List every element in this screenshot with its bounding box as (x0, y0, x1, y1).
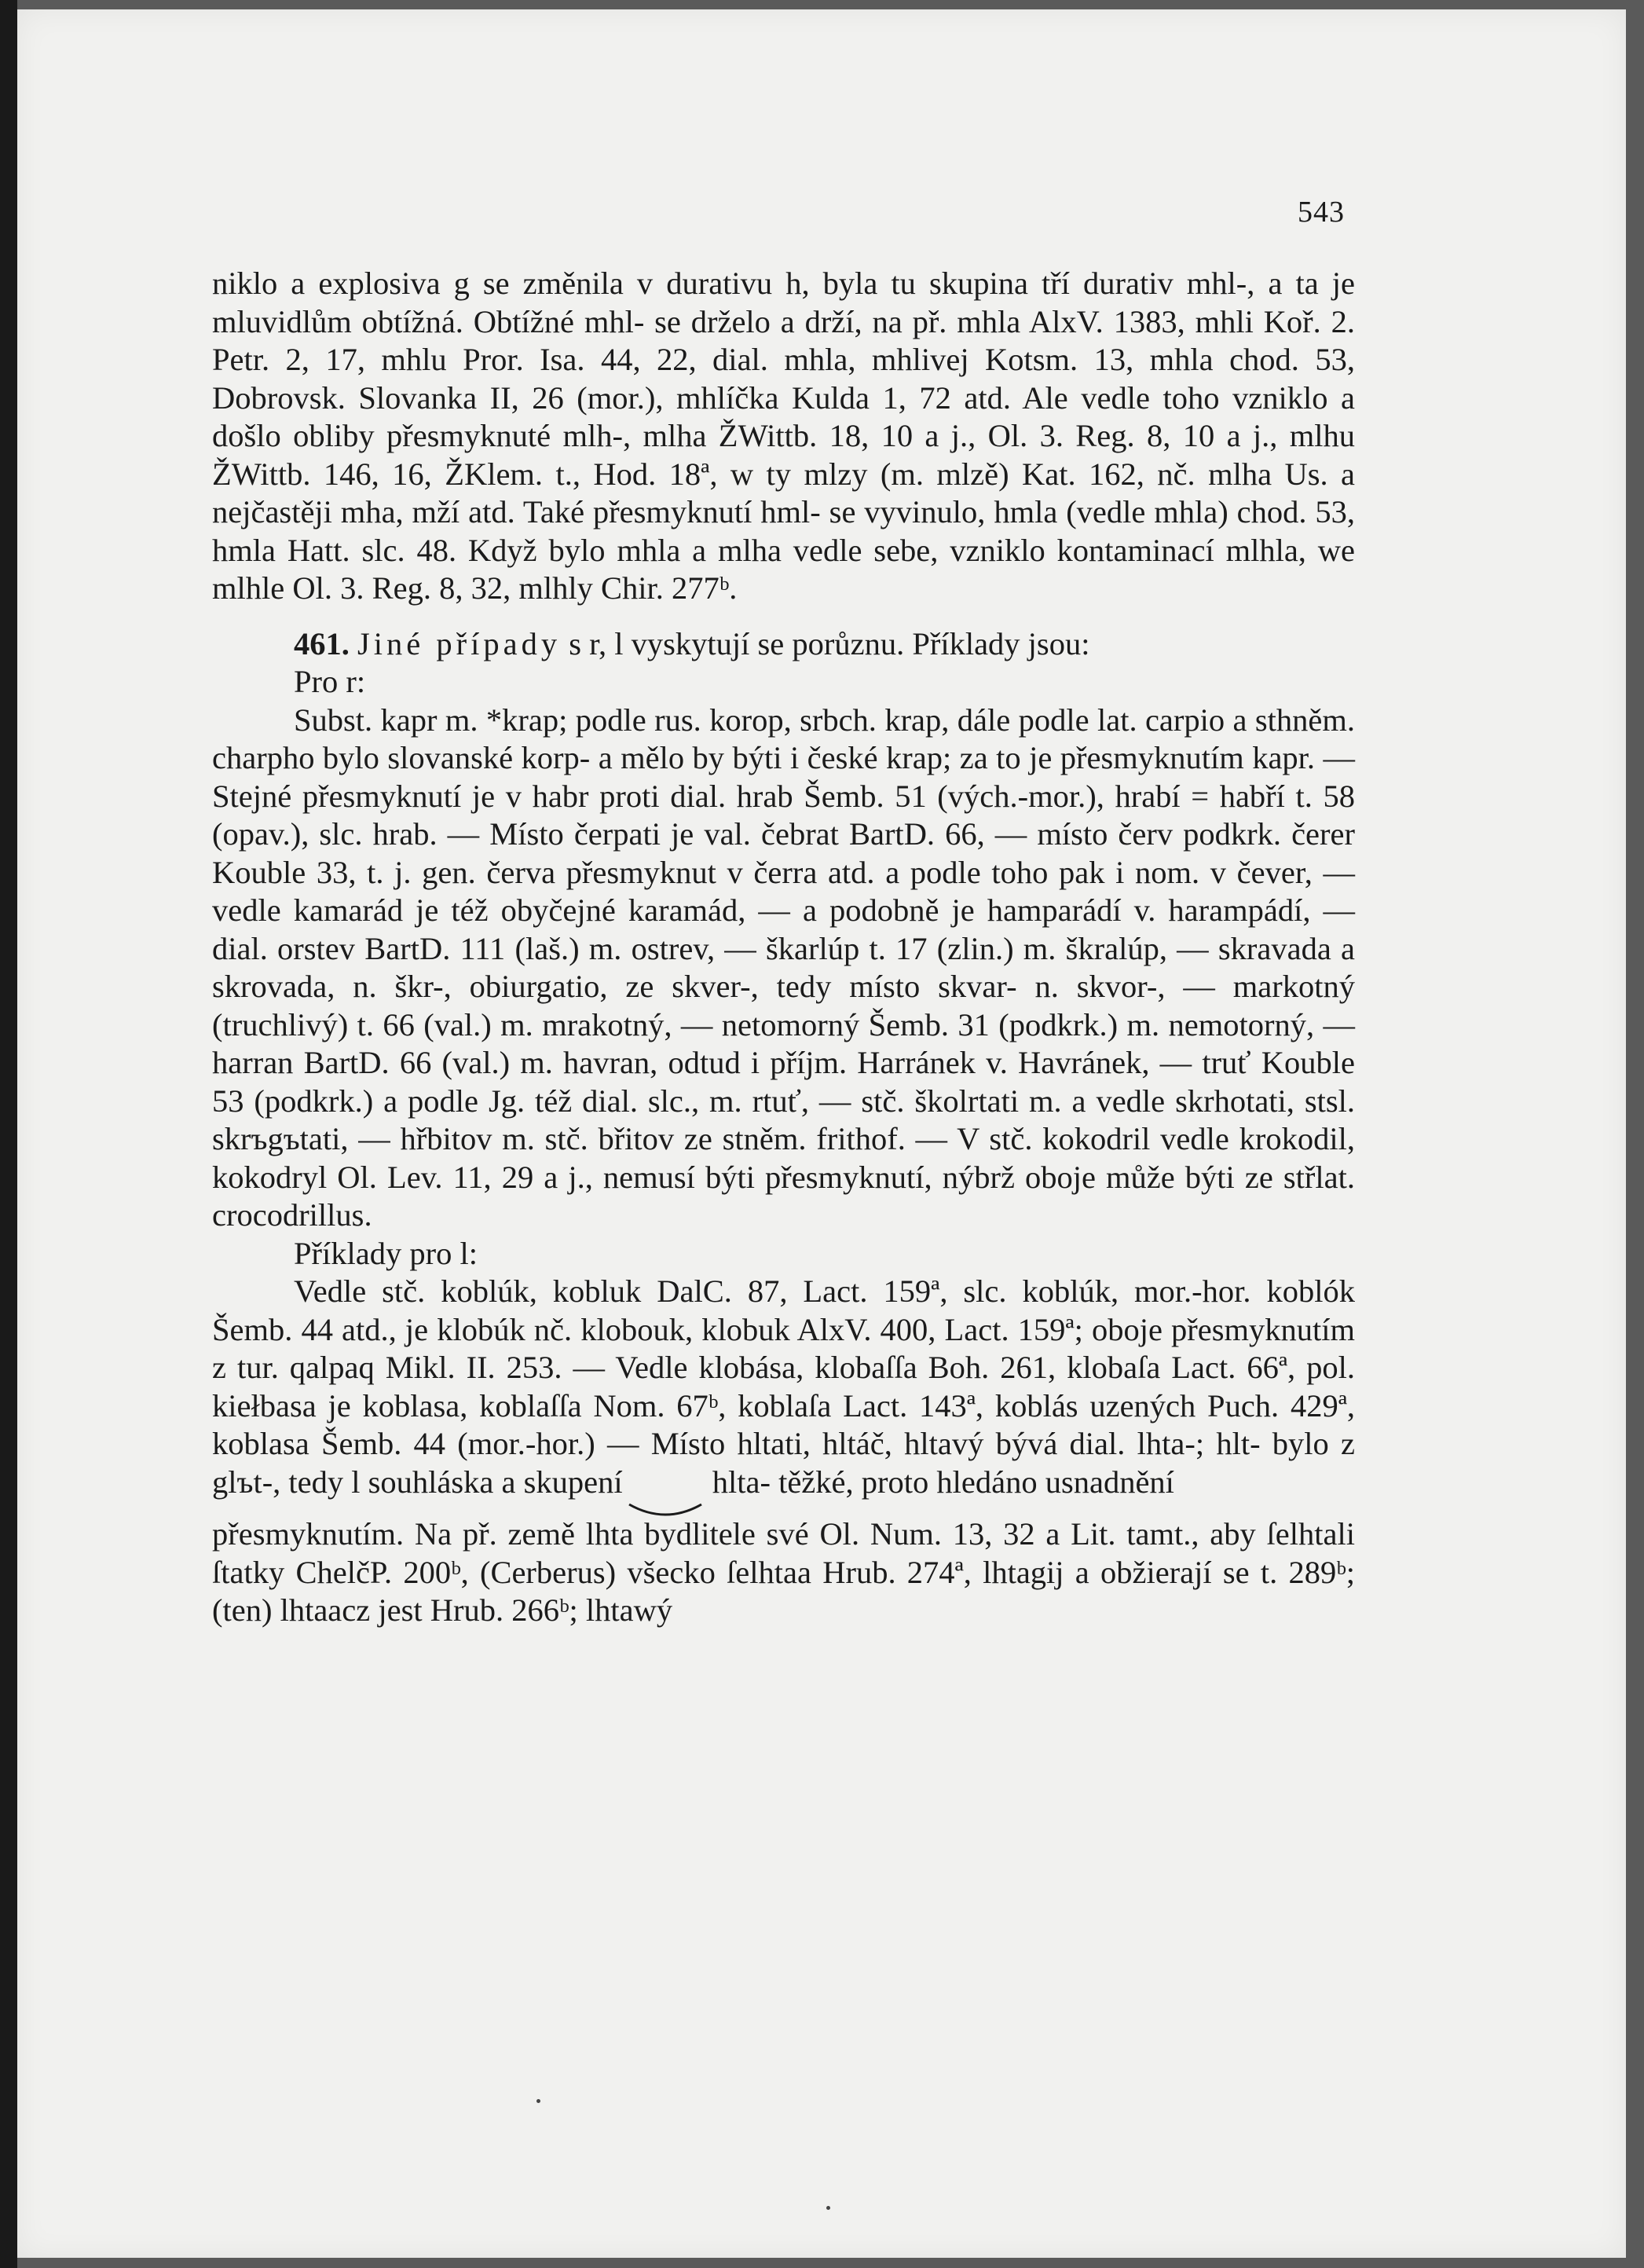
scan-binding-edge (0, 0, 17, 2268)
underbrace-mark (628, 1501, 703, 1522)
underbraced-word-text: hlta- (712, 1464, 771, 1500)
book-page (17, 9, 1626, 2258)
section-heading-rest: s r, l vyskytují se porůznu. Příklady jsou: (569, 625, 1090, 661)
page-number: 543 (1298, 196, 1345, 229)
pro-l-text-part-2: těžké, proto hledáno usnadnění (778, 1464, 1174, 1500)
scan-speck (826, 2206, 830, 2210)
body-text (212, 265, 1355, 1630)
scan-speck (536, 2099, 540, 2103)
pro-l-text-part-1: Vedle stč. koblúk, kobluk DalC. 87, Lact. 159ª, slc. koblúk, mor.-hor. koblók Šemb. 44 atd., je klobúk nč. klobouk, klobuk AlxV. 400, Lact. 159ª; oboje přesmyknutím z tur. qalpaq Mikl. II. 253. — Vedle klobása, klobaſſa Boh. 261, klobaſa Lact. 66ª, pol. kiełbasa je koblasa, koblaſſa Nom. 67ᵇ, koblaſa Lact. 143ª, koblás uzených Puch. 429ª, koblasa Šemb. 44 (mor.-hor.) — Místo hltati, hltáč, hltavý bývá dial. lhta-; hlt- bylo z glъt-, tedy l souhláska a skupení (212, 1273, 1355, 1500)
pro-l-paragraph (212, 1273, 1355, 1501)
continuation-paragraph: niklo a explosiva g se změnila v durativu h, byla tu skupina tří durativ mhl-, a ta je mluvidlům obtížná. Obtížné mhl- se drželo a drží, na př. mhla AlxV. 1383, mhli Koř. 2. Petr. 2, 17, mhlu Pror. Isa. 44, 22, dial. mhla, mhlivej Kotsm. 13, mhla chod. 53, Dobrovsk. Slovanka II, 26 (mor.), mhlíčka Kulda 1, 72 atd. Ale vedle toho vzniklo a došlo obliby přesmyknuté mlh-, mlha ŽWittb. 18, 10 a j., Ol. 3. Reg. 8, 10 a j., mlhu ŽWittb. 146, 16, ŽKlem. t., Hod. 18ª, w ty mlzy (m. mlzě) Kat. 162, nč. mlha Us. a nejčastěji mha, mží atd. Také přesmyknutí hml- se vyvinulo, hmla (vedle mhla) chod. 53, hmla Hatt. slc. 48. Když bylo mhla a mlha vedle sebe, vzniklo kontaminací mlhla, we mlhle Ol. 3. Reg. 8, 32, mlhly Chir. 277ᵇ. (212, 266, 1355, 606)
section-title: Jiné případy (357, 625, 562, 661)
underbraced-word (631, 1464, 771, 1502)
pro-l-continuation: přesmyknutím. Na př. země lhta bydlitele své Ol. Num. 13, 32 a Lit. tamt., aby ſelhtali ſtatky ChelčP. 200ᵇ, (Cerberus) všecko ſelhtaa Hrub. 274ª, lhtagij a obžierají se t. 289ᵇ; (ten) lhtaacz jest Hrub. 266ᵇ; lhtawý (212, 1516, 1355, 1628)
pro-l-label: Příklady pro l: (294, 1235, 478, 1271)
pro-r-label: Pro r: (294, 664, 366, 699)
section-number: 461. (294, 625, 350, 661)
section-heading (212, 625, 1355, 664)
pro-r-paragraph: Subst. kapr m. *krap; podle rus. korop, srbch. krap, dále podle lat. carpio a sthněm. charpho bylo slovanské korp- a mělo by býti i české krap; za to je přesmyknutím kapr. — Stejné přesmyknutí je v habr proti dial. hrab Šemb. 51 (vých.-mor.), hrabí = habří t. 58 (opav.), slc. hrab. — Místo čerpati je val. čebrat BartD. 66, — místo červ podkrk. čerer Kouble 33, t. j. gen. červa přesmyknut v čerra atd. a podle toho pak i nom. v čever, — vedle kamarád je též obyčejné karamád, — a podobně je hamparádí v. harampádí, — dial. orstev BartD. 111 (laš.) m. ostrev, — škarlúp t. 17 (zlin.) m. škralúp, — skravada a skrovada, n. škr-, obiurgatio, ze skver-, tedy místo skvar- n. skvor-, — markotný (truchlivý) t. 66 (val.) m. mrakotný, — netomorný Šemb. 31 (podkrk.) m. nemotorný, — harran BartD. 66 (val.) m. havran, odtud i příjm. Harránek v. Havránek, — truť Kouble 53 (podkrk.) a podle Jg. též dial. slc., m. rtuť, — stč. školrtati m. a vedle skrhotati, stsl. skrъgъtati, — hřbitov m. stč. břitov ze stněm. frithof. — V stč. kokodril vedle krokodil, kokodryl Ol. Lev. 11, 29 a j., nemusí býti přesmyknutí, nýbrž oboje může býti ze střlat. crocodrillus. (212, 702, 1355, 1233)
